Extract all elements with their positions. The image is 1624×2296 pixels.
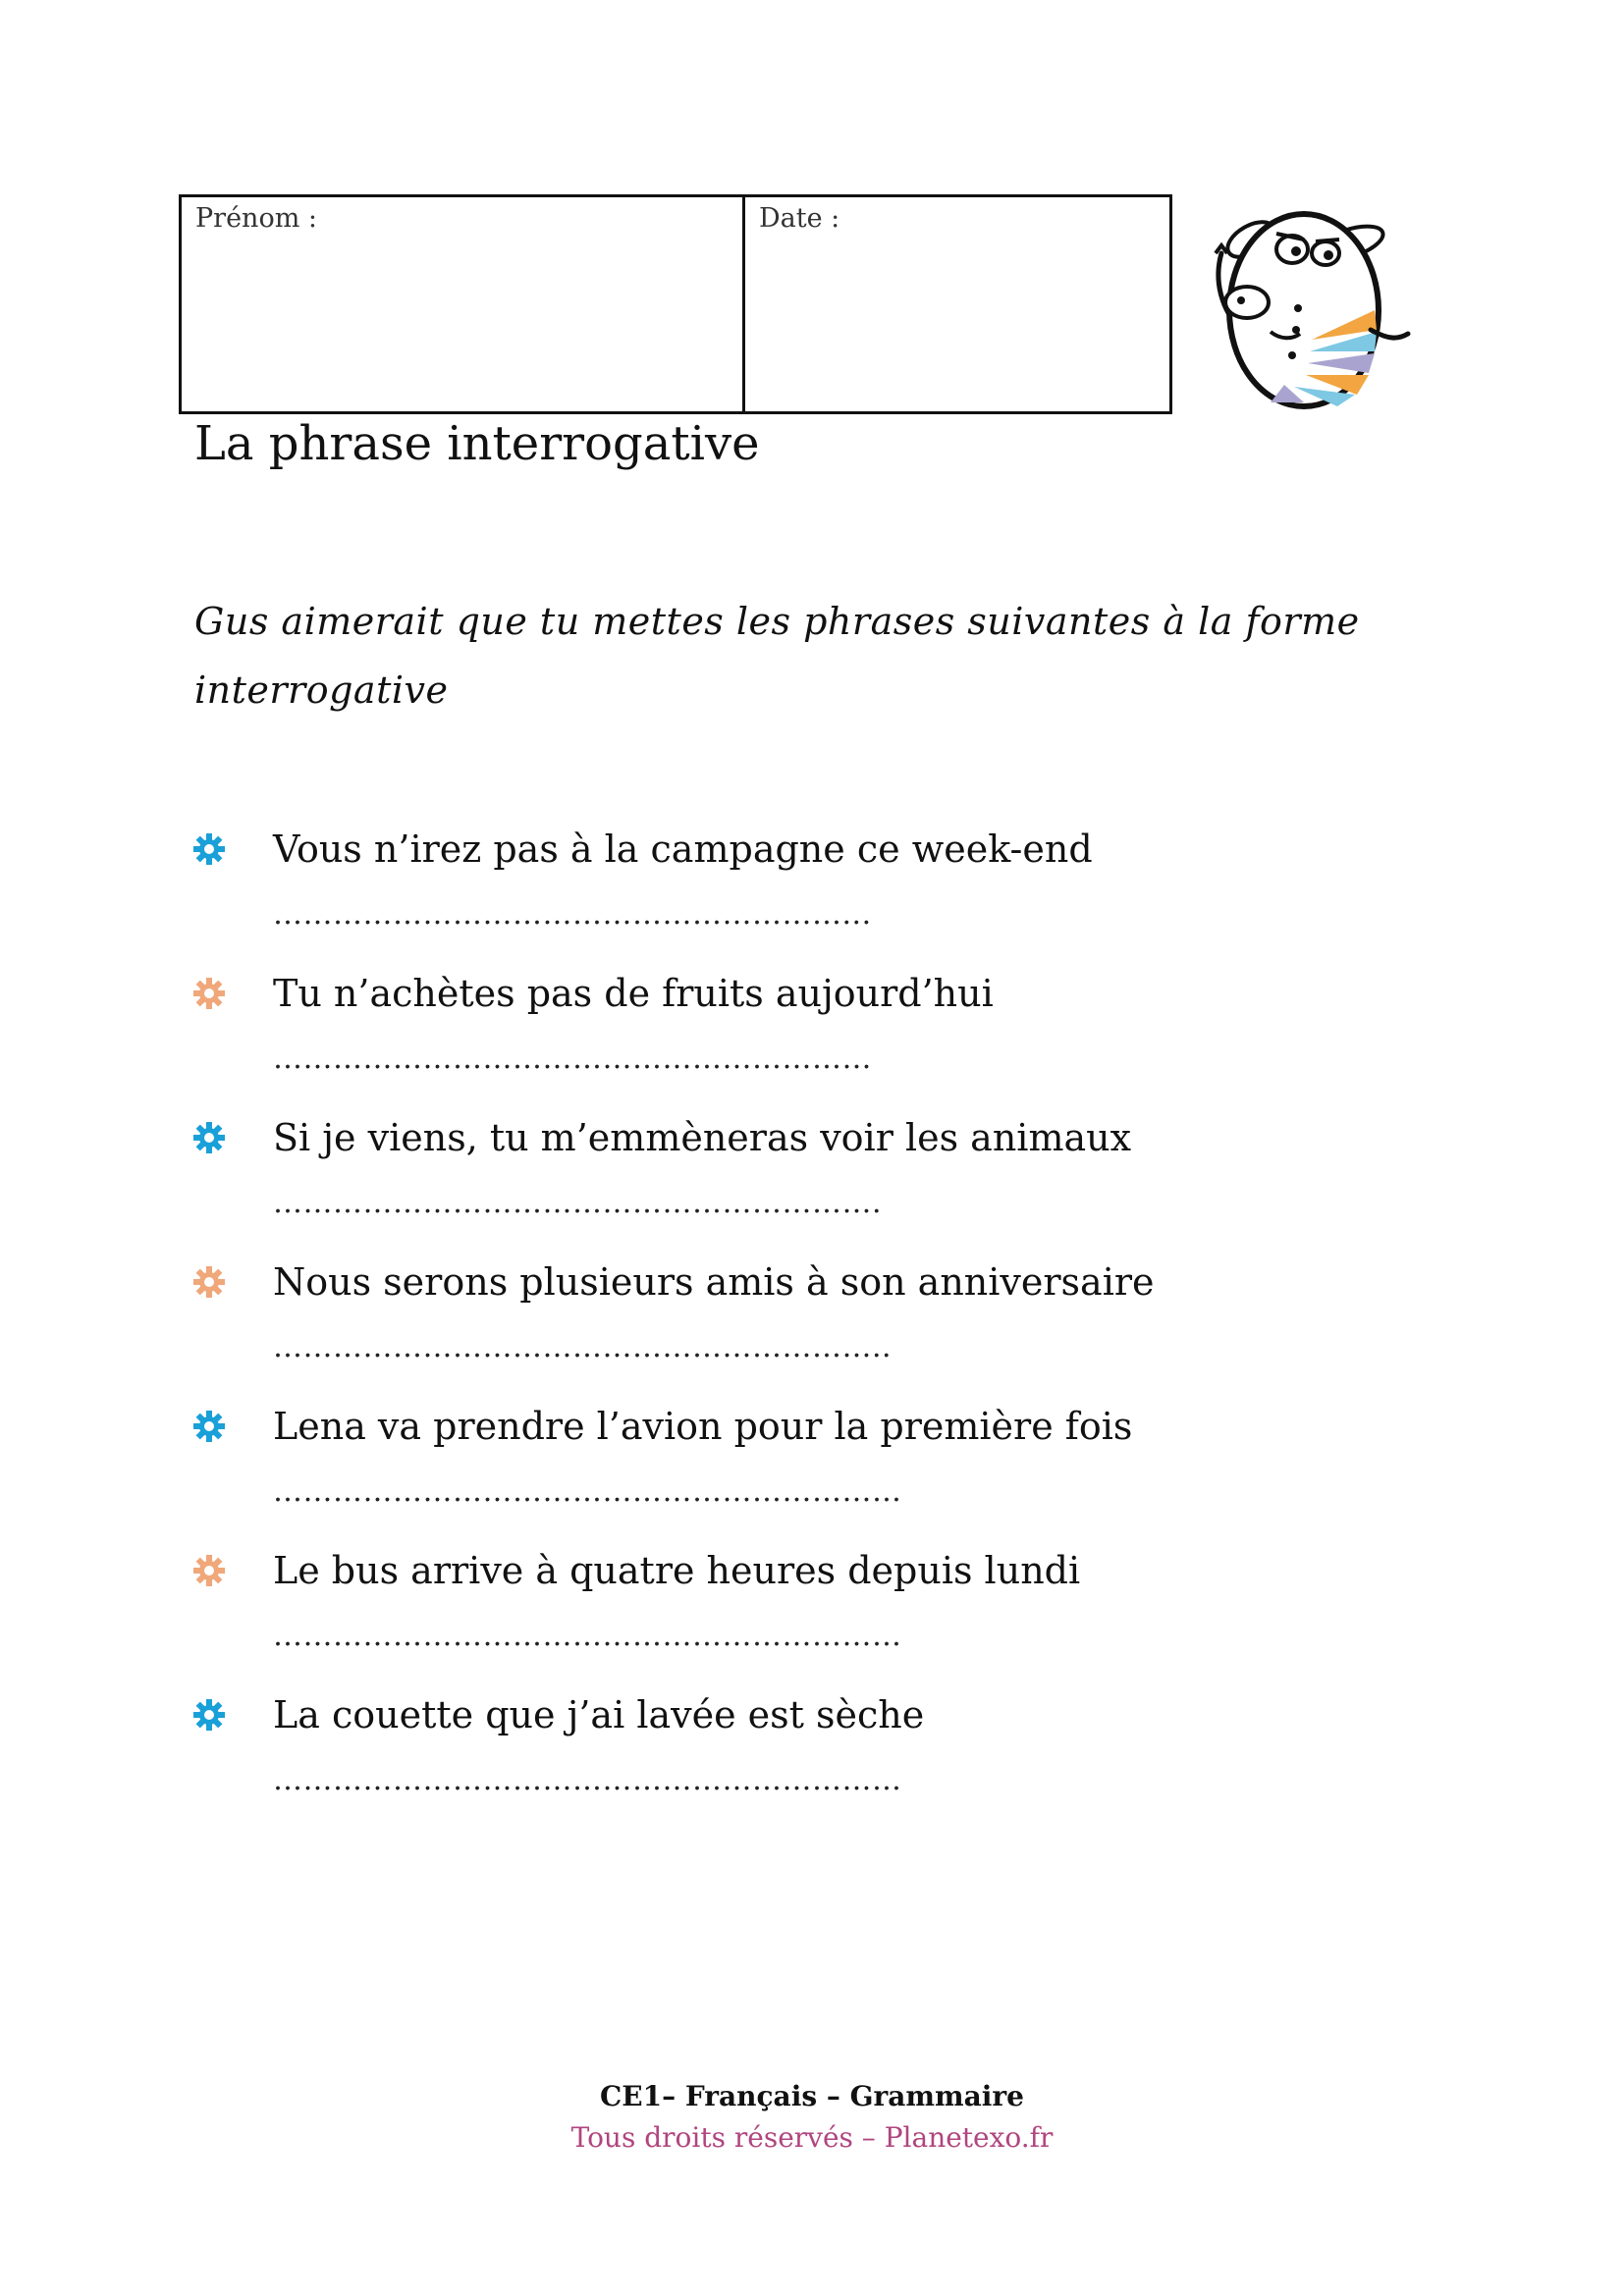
- exercise-item: [192, 823, 1469, 967]
- answer-line[interactable]: ……………………………………………………: [273, 1041, 872, 1076]
- gear-bullet-icon: [192, 1121, 226, 1154]
- gear-bullet-icon: [192, 1554, 226, 1587]
- exercise-item: [192, 1544, 1469, 1688]
- page-title: La phrase interrogative: [194, 416, 760, 471]
- footer-copyright-link[interactable]: Tous droits réservés – Planetexo.fr: [570, 2121, 1054, 2154]
- gear-bullet-icon: [192, 1410, 226, 1443]
- answer-line[interactable]: …………………………………………………...: [273, 897, 872, 932]
- exercise-sentence: Si je viens, tu m’emmèneras voir les animaux: [273, 1116, 1132, 1159]
- name-label: Prénom :: [195, 203, 317, 234]
- exercise-sentence: La couette que j’ai lavée est sèche: [273, 1693, 925, 1736]
- exercise-item: [192, 967, 1469, 1111]
- exercise-sentence: Tu n’achètes pas de fruits aujourd’hui: [273, 972, 994, 1015]
- answer-line[interactable]: ………………………………………………………: [273, 1763, 902, 1797]
- answer-line[interactable]: ……………………………………………………..: [273, 1330, 893, 1364]
- exercise-sentence: Lena va prendre l’avion pour la première fois: [273, 1405, 1133, 1448]
- page-footer: [0, 2075, 1624, 2158]
- exercise-sentence: Le bus arrive à quatre heures depuis lundi: [273, 1549, 1081, 1592]
- name-field[interactable]: [182, 197, 745, 411]
- gear-bullet-icon: [192, 1265, 226, 1299]
- date-field[interactable]: [745, 197, 1169, 411]
- gear-bullet-icon: [192, 977, 226, 1010]
- student-info-table: [179, 194, 1172, 414]
- footer-course: CE1– Français – Grammaire: [600, 2080, 1024, 2112]
- exercise-item: [192, 1688, 1469, 1833]
- exercise-item: [192, 1111, 1469, 1255]
- gear-bullet-icon: [192, 832, 226, 866]
- gear-bullet-icon: [192, 1698, 226, 1732]
- exercise-item: [192, 1400, 1469, 1544]
- exercise-list: [192, 823, 1469, 1833]
- answer-line[interactable]: …………………………………………………….: [273, 1186, 883, 1220]
- instruction-text: Gus aimerait que tu mettes les phrases suivantes à la forme interrogative: [194, 600, 1360, 712]
- exercise-sentence: Vous n’irez pas à la campagne ce week-end: [273, 828, 1093, 871]
- answer-line[interactable]: ………………………………………………………: [273, 1619, 902, 1653]
- cartoon-sheep-mascot-icon: [1202, 192, 1418, 418]
- answer-line[interactable]: ………………………………………………………: [273, 1474, 902, 1509]
- exercise-sentence: Nous serons plusieurs amis à son anniversaire: [273, 1260, 1155, 1304]
- exercise-item: [192, 1255, 1469, 1400]
- date-label: Date :: [759, 203, 840, 234]
